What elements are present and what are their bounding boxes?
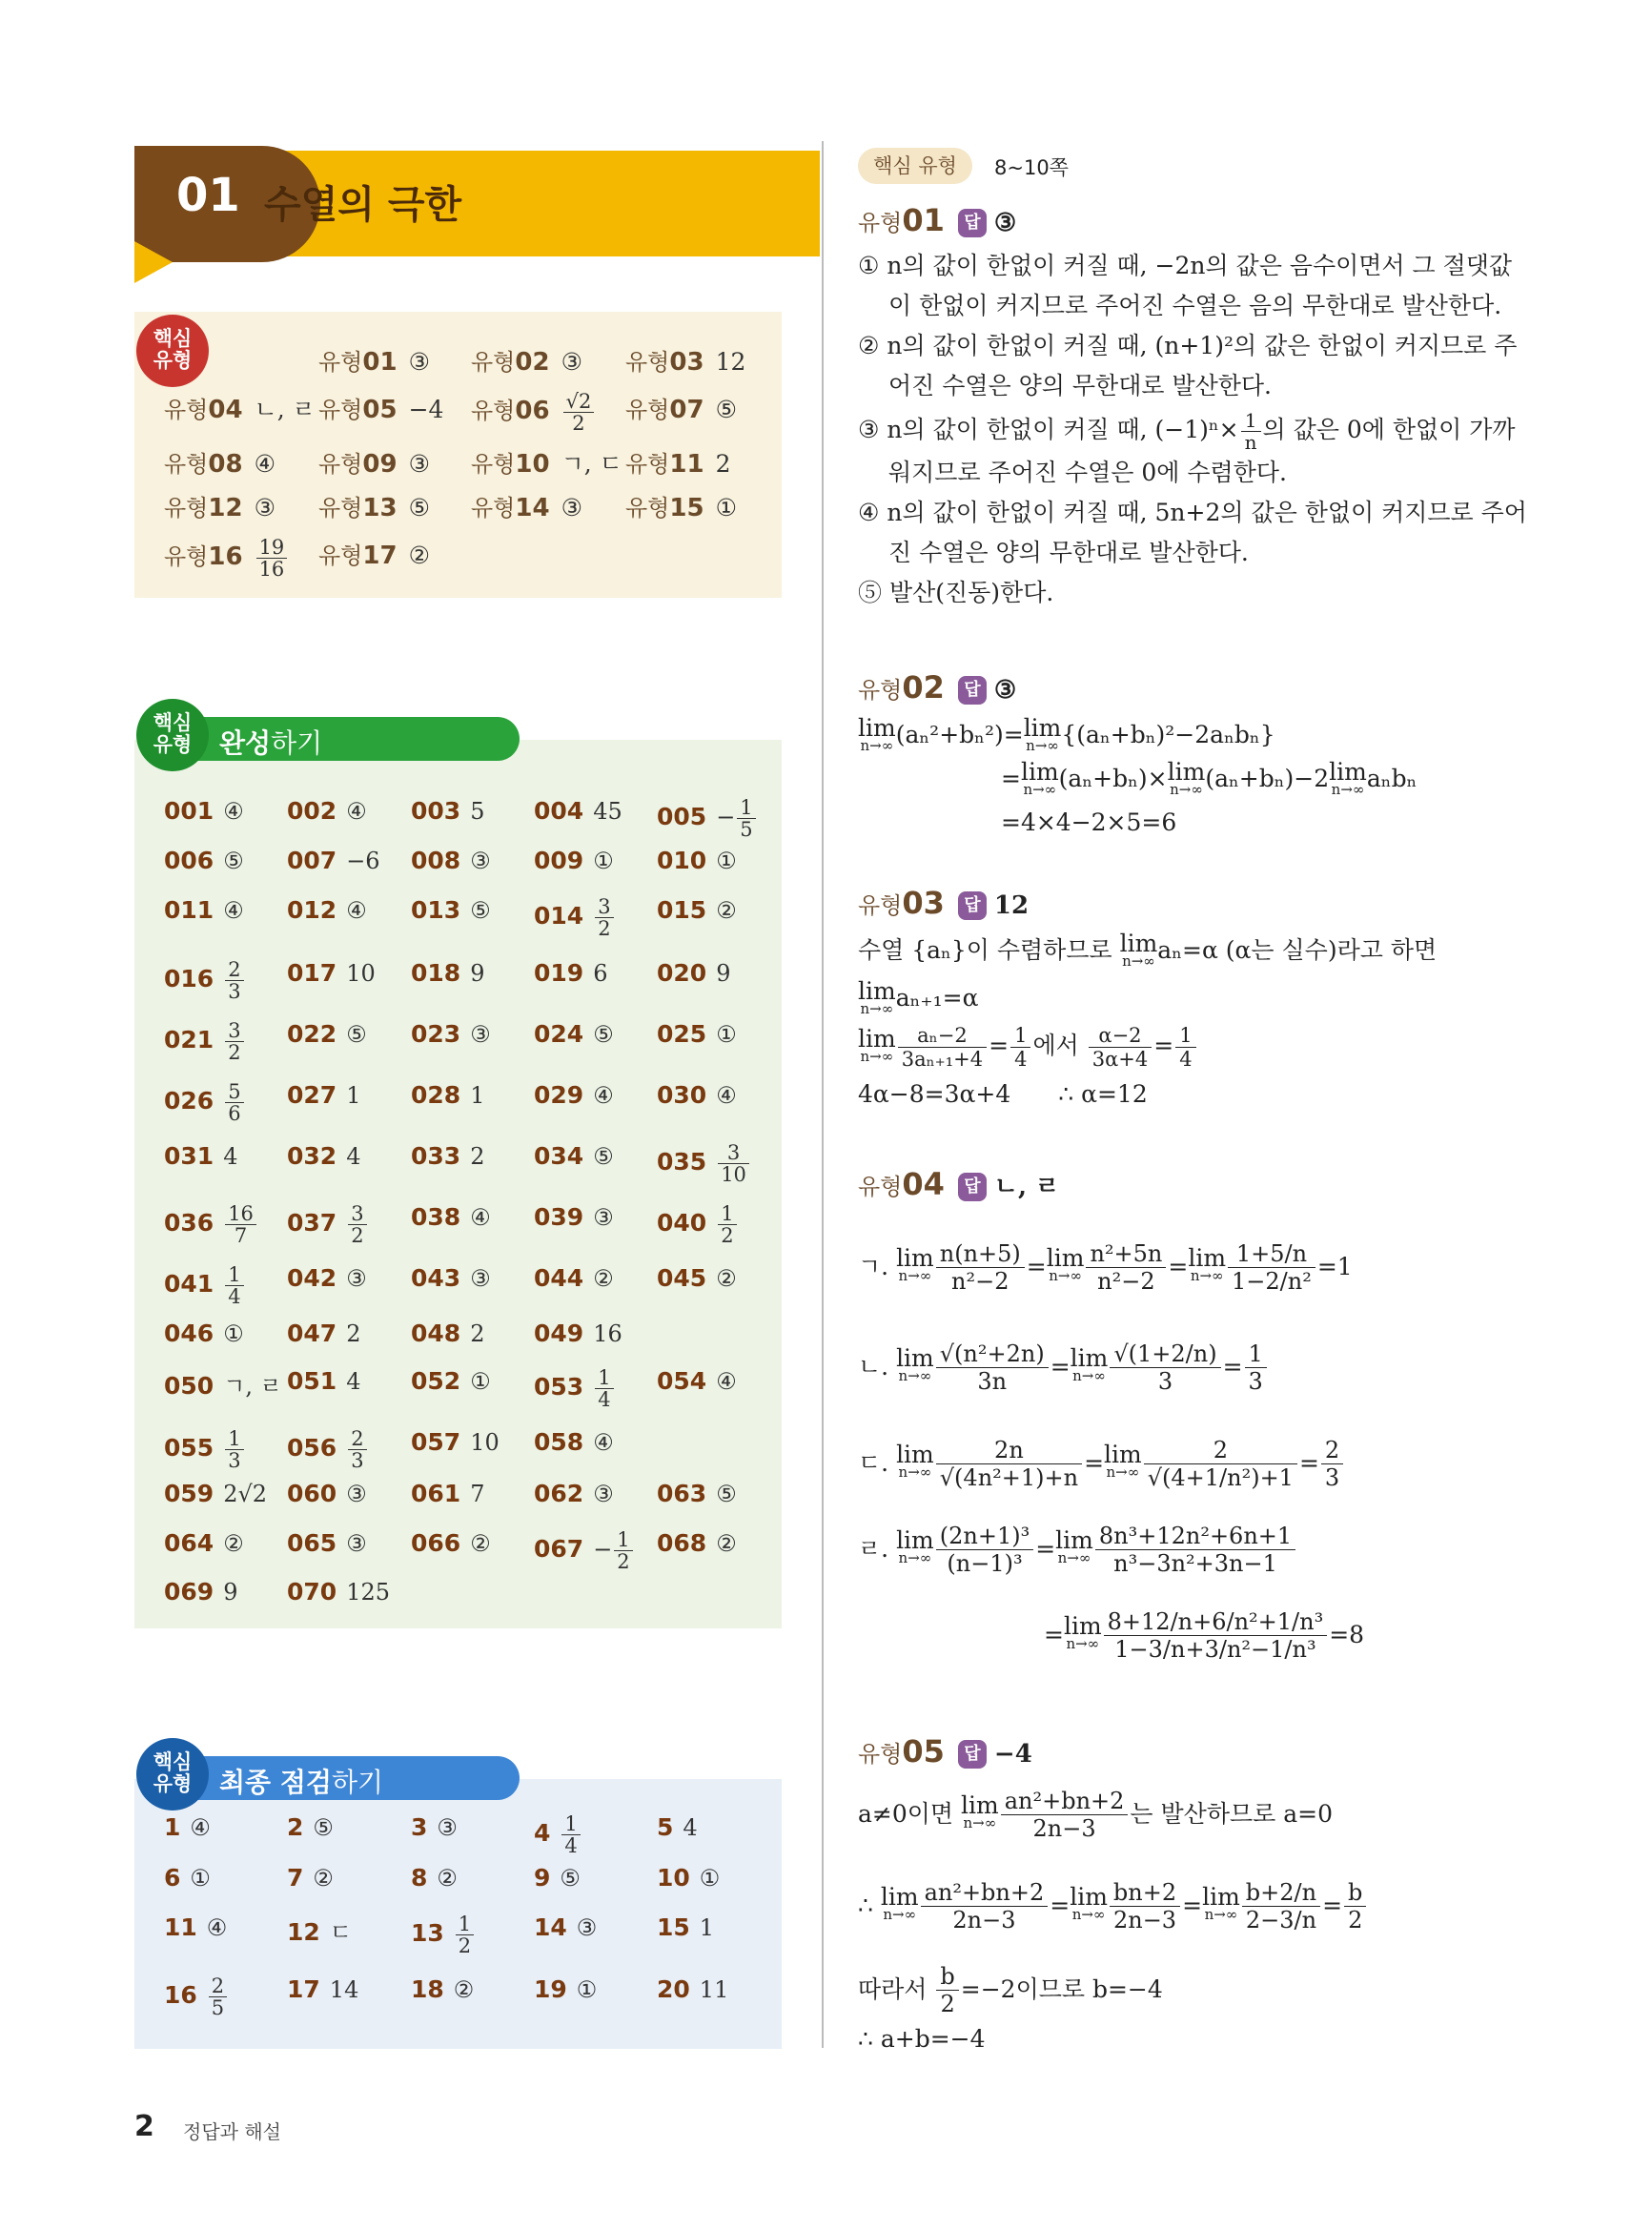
core-type-answer: 유형07 ⑤: [625, 396, 737, 424]
completion-answer: 064 ②: [164, 1529, 244, 1557]
answer-mark-icon: 답: [958, 209, 987, 237]
completion-answer: 003 5: [411, 797, 485, 825]
core-type-answer: 유형10 ㄱ, ㄷ: [471, 450, 622, 479]
completion-answer: 029 ④: [534, 1081, 614, 1109]
completion-answer: 056 $\frac{2}{3}$: [287, 1428, 369, 1471]
completion-answer: 009 ①: [534, 847, 614, 874]
completion-answer: 033 2: [411, 1142, 485, 1170]
completion-answer: 054 ④: [657, 1367, 737, 1395]
type01-heading: 유형01 답 ③: [858, 202, 1017, 238]
completion-answer: 055 $\frac{1}{3}$: [164, 1428, 246, 1471]
column-divider: [822, 141, 824, 2048]
completion-answer: 018 9: [411, 959, 485, 987]
page-range: 8~10쪽: [994, 156, 1069, 179]
completion-answer: 067 − $\frac{1}{2}$: [534, 1529, 635, 1572]
completion-answer: 045 ②: [657, 1264, 737, 1292]
final-answer: 1 ④: [164, 1813, 211, 1841]
completion-answer: 049 16: [534, 1320, 622, 1347]
final-answer: 13 $\frac{1}{2}$: [411, 1913, 476, 1956]
completion-answer: 004 45: [534, 797, 622, 825]
completion-answer: 014 $\frac{3}{2}$: [534, 896, 616, 939]
core-type-answer: 유형12 ③: [164, 494, 275, 522]
type02-solution: lim n→∞ (aₙ²+bₙ²)= lim n→∞ {(aₙ+bₙ)²−2aₙbₙ} = lim n→∞ (aₙ+bₙ)× lim n→∞ (aₙ+bₙ)−2 lim n→∞ aₙbₙ =4×4−2×5=6: [858, 713, 1417, 836]
completion-answer: 028 1: [411, 1081, 485, 1109]
completion-answer: 001 ④: [164, 797, 244, 825]
final-answer: 12 ㄷ: [287, 1918, 352, 1946]
completion-answer: 017 10: [287, 959, 376, 987]
completion-answer: 031 4: [164, 1142, 238, 1170]
completion-answer: 068 ②: [657, 1529, 737, 1557]
completion-answer: 027 1: [287, 1081, 361, 1109]
chapter-header: [134, 119, 820, 286]
completion-answer: 040 $\frac{1}{2}$: [657, 1203, 739, 1246]
completion-answer: 010 ①: [657, 847, 737, 874]
core-type-answer: 유형01 ③: [318, 348, 430, 377]
completion-answer: 069 9: [164, 1578, 238, 1606]
final-answer: 8 ②: [411, 1864, 458, 1892]
completion-answer: 021 $\frac{3}{2}$: [164, 1020, 246, 1063]
completion-answer: 059 2√2: [164, 1480, 268, 1507]
core-type-answer: 유형06 $\frac{√2}{2}$: [471, 391, 596, 434]
core-type-answer: 유형11 2: [625, 450, 731, 479]
type05-heading: 유형05 답 −4: [858, 1733, 1032, 1770]
core-type-answer: 유형13 ⑤: [318, 494, 430, 522]
final-badge-icon: 핵심 유형: [136, 1738, 209, 1811]
completion-answer: 060 ③: [287, 1480, 367, 1507]
completion-answer: 013 ⑤: [411, 896, 491, 924]
final-answer: 17 14: [287, 1975, 359, 2003]
completion-answer: 051 4: [287, 1367, 361, 1395]
core-type-answer: 유형09 ③: [318, 450, 430, 479]
final-answer: 11 ④: [164, 1913, 228, 1941]
completion-answer: 026 $\frac{5}{6}$: [164, 1081, 246, 1124]
core-type-answer: 유형04 ㄴ, ㄹ: [164, 396, 316, 424]
final-answer: 9 ⑤: [534, 1864, 581, 1892]
core-type-answer: 유형14 ③: [471, 494, 582, 522]
completion-answer: 037 $\frac{3}{2}$: [287, 1203, 369, 1246]
core-type-answer: 유형08 ④: [164, 450, 275, 479]
completion-answer: 032 4: [287, 1142, 361, 1170]
final-answer: 5 4: [657, 1813, 698, 1841]
completion-answer: 023 ③: [411, 1020, 491, 1048]
type01-solution: ① n의 값이 한없이 커질 때, −2n의 값은 음수이면서 그 절댓값 이 한없이 커지므로 주어진 수열은 음의 무한대로 발산한다. ② n의 값이 한없이 커질 때, (n+1)²의 값은 한없이 커지므로 주 어진 수열은 양의 무한대로 발산한다. ③ n의 값이 한없이 커질 때, (−1)ⁿ× $\frac{1}{n}$ 의 값은 0에 한없이 가까 워지므로 주어진 수열은 0에 수렴한다. ④ n의 값이 한없이 커질 때, 5n+2의 값은 한없이 커지므로 주어 진 수열은 양의 무한대로 발산한다. ⑤ 발산(진동)한다.: [858, 252, 1527, 606]
completion-answer: 039 ③: [534, 1203, 614, 1231]
core-type-answer: 유형05 −4: [318, 396, 444, 424]
final-answer: 20 11: [657, 1975, 729, 2003]
completion-answer: 006 ⑤: [164, 847, 244, 874]
type04-heading: 유형04 답 ㄴ, ㄹ: [858, 1166, 1060, 1202]
completion-answer: 046 ①: [164, 1320, 244, 1347]
completion-section-title: 완성하기: [219, 727, 323, 759]
final-answer: 4 $\frac{1}{4}$: [534, 1813, 582, 1856]
completion-answer: 019 6: [534, 959, 608, 987]
completion-answer: 015 ②: [657, 896, 737, 924]
completion-answer: 043 ③: [411, 1264, 491, 1292]
badge-text: 핵심 유형: [153, 327, 193, 372]
completion-answer: 070 125: [287, 1578, 390, 1606]
completion-answer: 008 ③: [411, 847, 491, 874]
completion-answer: 065 ③: [287, 1529, 367, 1557]
completion-answer: 053 $\frac{1}{4}$: [534, 1367, 616, 1410]
core-type-answer: 유형03 12: [625, 348, 746, 377]
completion-badge-icon: 핵심 유형: [136, 699, 209, 771]
completion-answer: 061 7: [411, 1480, 485, 1507]
completion-answer: 048 2: [411, 1320, 485, 1347]
type05-solution: a≠0이면 lim n→∞ $\frac{\text{an²+bn+2}}{2n-3}$ 는 발산하므로 a=0 ∴ lim n→∞ $\frac{\text{an²+bn+2}}{2n-3}$ = lim n→∞ $\frac{bn+2}{2n-3}$ = lim n→∞ $\frac{b+2/n}{2-3/n}$ = $\frac{b}{2}$ 따라서 $\frac{b}{2}$ =−2이므로 b=−4 ∴ a+b=−4: [858, 1779, 1368, 2061]
core-type-answer: 유형02 ③: [471, 348, 582, 377]
footer-label: 정답과 해설: [183, 2120, 281, 2143]
core-type-answer: 유형17 ②: [318, 542, 430, 570]
type03-heading: 유형03 답 12: [858, 885, 1030, 921]
final-answer: 19 ①: [534, 1975, 598, 2003]
completion-answer: 062 ③: [534, 1480, 614, 1507]
completion-answer: 005 − $\frac{1}{5}$: [657, 797, 758, 840]
completion-answer: 016 $\frac{2}{3}$: [164, 959, 246, 1002]
core-type-badge-icon: [136, 315, 209, 387]
type04-solution: ㄱ. lim n→∞ $\frac{n(n+5)}{\text{n²−2}}$ = lim n→∞ $\frac{\text{n²+5n}}{\text{n²−2}}$ = lim n→∞ $\frac{1+5/n}{\text{1−2/n²}}$ =1 ㄴ. lim n→∞ $\frac{\text{√(n²+2n)}}{3n}$ = lim n→∞ $\frac{√(1+2/n)}{3}$ = $\frac{1}{3}$ ㄷ. lim n→∞ $\frac{2n}{\text{√(4n²+1)+n}}$ = lim n→∞ $\frac{2}{\text{√(4+1/n²)+1}}$ = $\frac{2}{3}$ ㄹ. lim n→∞ $\frac{\text{(2n+1)³}}{\text{(n−1)³}}$ = lim n→∞ $\frac{\text{8n³+12n²+6n+1}}{\text{n³−3n²+3n−1}}$ = lim n→∞ $\frac{\text{8+12/n+6/n²+1/n³}}{\text{1−3/n+3/n²−1/n³}}$ =8: [858, 1239, 1365, 1663]
completion-answer: 058 ④: [534, 1428, 614, 1456]
final-answer: 6 ①: [164, 1864, 211, 1892]
final-answer: 7 ②: [287, 1864, 334, 1892]
final-answer: 10 ①: [657, 1864, 721, 1892]
completion-answer: 024 ⑤: [534, 1020, 614, 1048]
completion-answer: 041 $\frac{1}{4}$: [164, 1264, 246, 1307]
completion-answer: 063 ⑤: [657, 1480, 737, 1507]
completion-answer: 011 ④: [164, 896, 244, 924]
final-answer: 2 ⑤: [287, 1813, 334, 1841]
completion-answer: 034 ⑤: [534, 1142, 614, 1170]
completion-answer: 047 2: [287, 1320, 361, 1347]
completion-answer: 025 ①: [657, 1020, 737, 1048]
chapter-title: 수열의 극한: [264, 183, 462, 227]
completion-answer: 012 ④: [287, 896, 367, 924]
page-number: 2: [134, 2110, 154, 2143]
completion-answer: 007 −6: [287, 847, 380, 874]
completion-answer: 057 10: [411, 1428, 500, 1456]
completion-answer: 066 ②: [411, 1529, 491, 1557]
final-answer: 3 ③: [411, 1813, 458, 1841]
core-type-answer: 유형15 ①: [625, 494, 737, 522]
completion-answer: 052 ①: [411, 1367, 491, 1395]
final-answer: 14 ③: [534, 1913, 598, 1941]
completion-answer: 038 ④: [411, 1203, 491, 1231]
core-type-answer: 유형16 $\frac{19}{16}$: [164, 537, 289, 580]
completion-answer: 036 $\frac{16}{7}$: [164, 1203, 258, 1246]
final-answer: 15 1: [657, 1913, 715, 1941]
type02-heading: 유형02 답 ③: [858, 669, 1017, 706]
chapter-number: 01: [176, 169, 240, 222]
completion-answer: 002 ④: [287, 797, 367, 825]
final-answer: 16 $\frac{2}{5}$: [164, 1975, 229, 2018]
completion-answer: 042 ③: [287, 1264, 367, 1292]
core-type-pill: 핵심 유형: [858, 148, 972, 184]
type03-solution: 수열 {aₙ}이 수렴하므로 lim n→∞ aₙ=α (α는 실수)라고 하면 lim n→∞ aₙ₊₁=α lim n→∞ $\frac{\text{aₙ−2}}{\text{3aₙ₊₁+4}}$ = $\frac{1}{4}$ 에서 $\frac{\alpha-2}{3\alpha+4}$ = $\frac{1}{4}$ 4α−8=3α+4 ∴ α=12: [858, 929, 1438, 1108]
completion-answer: 044 ②: [534, 1264, 614, 1292]
chapter-arrow-icon: [134, 241, 173, 283]
completion-answer: 020 9: [657, 959, 731, 987]
final-section-title: 최종 점검하기: [219, 1767, 384, 1798]
completion-answer: 035 $\frac{3}{10}$: [657, 1142, 751, 1185]
final-answer: 18 ②: [411, 1975, 475, 2003]
completion-answer: 022 ⑤: [287, 1020, 367, 1048]
completion-answer: 050 ㄱ, ㄹ: [164, 1372, 282, 1400]
completion-answer: 030 ④: [657, 1081, 737, 1109]
